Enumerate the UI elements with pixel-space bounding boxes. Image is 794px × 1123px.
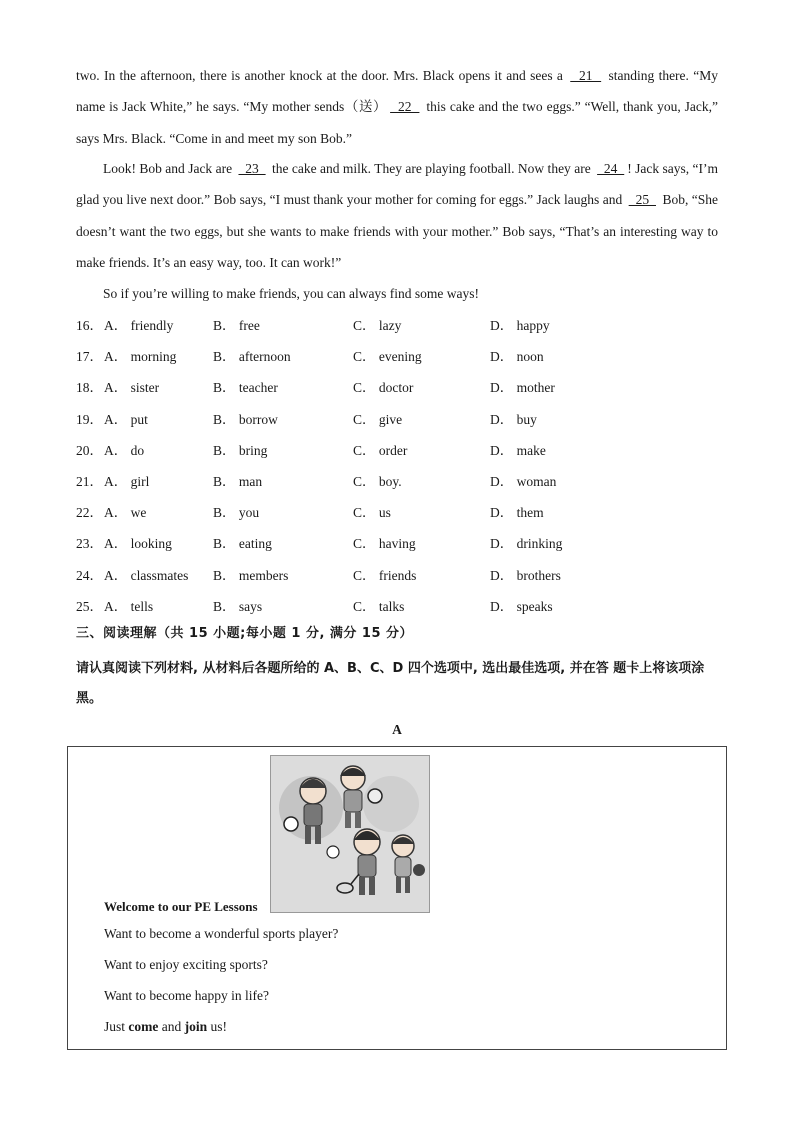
question-number: 25．: [76, 598, 103, 614]
option-b: B． you: [213, 505, 260, 521]
question-number: 23．: [76, 536, 103, 552]
option-b: B． teacher: [213, 380, 278, 396]
text: Bob, “She doesn’t want the two eggs, but she wants to make friends with your mother.” Bob says, “That’s an interesting way to make friends. It’s an easy way, too. It can work!”: [76, 192, 719, 270]
question-number: 16．: [76, 318, 103, 333]
option-row-17: [76, 341, 718, 372]
option-row-21: [76, 466, 718, 497]
text: us!: [207, 1019, 228, 1034]
option-a: A． looking: [104, 536, 172, 552]
text-bold-come: come: [128, 1019, 159, 1034]
option-c: C． evening: [353, 349, 422, 365]
options-list: [76, 310, 718, 622]
option-row-16: [76, 310, 718, 341]
question-number: 20．: [76, 442, 103, 458]
text: standing there. “My name is Jack White,” he says. “My mother sends（送）: [76, 68, 719, 115]
option-a: A． we: [104, 505, 147, 521]
option-d: D． speaks: [490, 598, 553, 614]
question-number: 18．: [76, 380, 103, 396]
option-c: C． order: [353, 442, 408, 458]
ad-line-4: [104, 1019, 227, 1035]
text: Just: [104, 1019, 129, 1034]
section-instruction: 请认真阅读下列材料, 从材料后各题所给的 A、B、C、D 四个选项中, 选出最佳选项, 并在答 题卡上将该项涂黑。: [76, 661, 705, 706]
option-row-19: [76, 404, 718, 435]
option-c: C． friends: [353, 567, 417, 583]
option-row-25: [76, 591, 718, 622]
option-d: D． brothers: [490, 567, 561, 583]
section-title: 三、阅读理解（共 15 小题;每小题 1 分, 满分 15 分）: [76, 626, 414, 641]
option-a: A． tells: [104, 598, 154, 614]
text: two. In the afternoon, there is another knock at the door. Mrs. Black opens it and sees a: [76, 68, 568, 83]
option-d: D． happy: [490, 318, 550, 333]
passage-paragraph-2: [76, 153, 718, 278]
option-b: B． members: [213, 567, 289, 583]
option-d: D． them: [490, 505, 544, 521]
option-row-23: [76, 528, 718, 559]
option-b: B． bring: [213, 442, 268, 458]
kids-playing-sports-illustration-icon: [270, 755, 430, 913]
text-bold-join: join: [184, 1019, 208, 1034]
option-c: C． having: [353, 536, 416, 552]
option-d: D． buy: [490, 411, 537, 427]
option-b: B． free: [213, 318, 260, 333]
option-row-18: [76, 372, 718, 403]
option-b: B． eating: [213, 536, 272, 552]
option-a: A． morning: [104, 349, 177, 365]
option-c: C． lazy: [353, 318, 402, 333]
question-number: 17．: [76, 349, 103, 365]
option-c: C． doctor: [353, 380, 414, 396]
option-c: C． us: [353, 505, 391, 521]
ad-line-3: Want to become happy in life?: [104, 988, 269, 1003]
blank-25: 25: [628, 192, 656, 208]
option-b: B． man: [213, 473, 263, 489]
text: ! Jack says, “I’m glad you live next door.” Bob says, “I must thank your mother for coming for eggs.” Jack laughs and: [76, 161, 719, 208]
blank-21: 21: [570, 68, 602, 83]
ad-line-1: Want to become a wonderful sports player?: [104, 926, 339, 941]
option-c: C． give: [353, 411, 403, 427]
text: Look! Bob and Jack are: [103, 161, 236, 176]
ad-title: Welcome to our PE Lessons: [104, 899, 258, 914]
option-d: D． drinking: [490, 536, 563, 552]
blank-22: 22: [390, 99, 420, 115]
passage-letter: A: [392, 722, 402, 737]
option-a: A． do: [104, 442, 145, 458]
option-b: B． afternoon: [213, 349, 291, 365]
option-a: A． girl: [104, 473, 150, 489]
text: the cake and milk. They are playing football. Now they are: [268, 161, 595, 176]
text: and: [158, 1019, 185, 1034]
option-a: A． put: [104, 411, 148, 427]
option-b: B． borrow: [213, 411, 278, 427]
question-number: 21．: [76, 473, 103, 489]
text: this cake and the two eggs.” “Well, thank you, Jack,” says Mrs. Black. “Come in and meet my son Bob.”: [76, 99, 719, 146]
option-a: A． classmates: [104, 567, 189, 583]
option-row-20: [76, 435, 718, 466]
passage-paragraph-1: [76, 60, 718, 154]
option-row-24: [76, 560, 718, 591]
passage-paragraph-3: So if you’re willing to make friends, you can always find some ways!: [103, 286, 480, 301]
option-b: B． says: [213, 598, 263, 614]
question-number: 22．: [76, 505, 103, 521]
ad-line-2: Want to enjoy exciting sports?: [104, 957, 268, 972]
option-c: C． talks: [353, 598, 405, 614]
blank-24: 24: [597, 161, 625, 176]
option-row-22: [76, 497, 718, 528]
option-a: A． friendly: [104, 318, 174, 333]
option-a: A． sister: [104, 380, 160, 396]
option-c: C． boy.: [353, 473, 402, 489]
option-d: D． mother: [490, 380, 555, 396]
blank-23: 23: [238, 161, 266, 176]
pe-lessons-ad: [67, 746, 727, 1050]
option-d: D． woman: [490, 473, 557, 489]
question-number: 19．: [76, 411, 103, 427]
option-d: D． make: [490, 442, 546, 458]
option-d: D． noon: [490, 349, 544, 365]
question-number: 24．: [76, 567, 103, 583]
